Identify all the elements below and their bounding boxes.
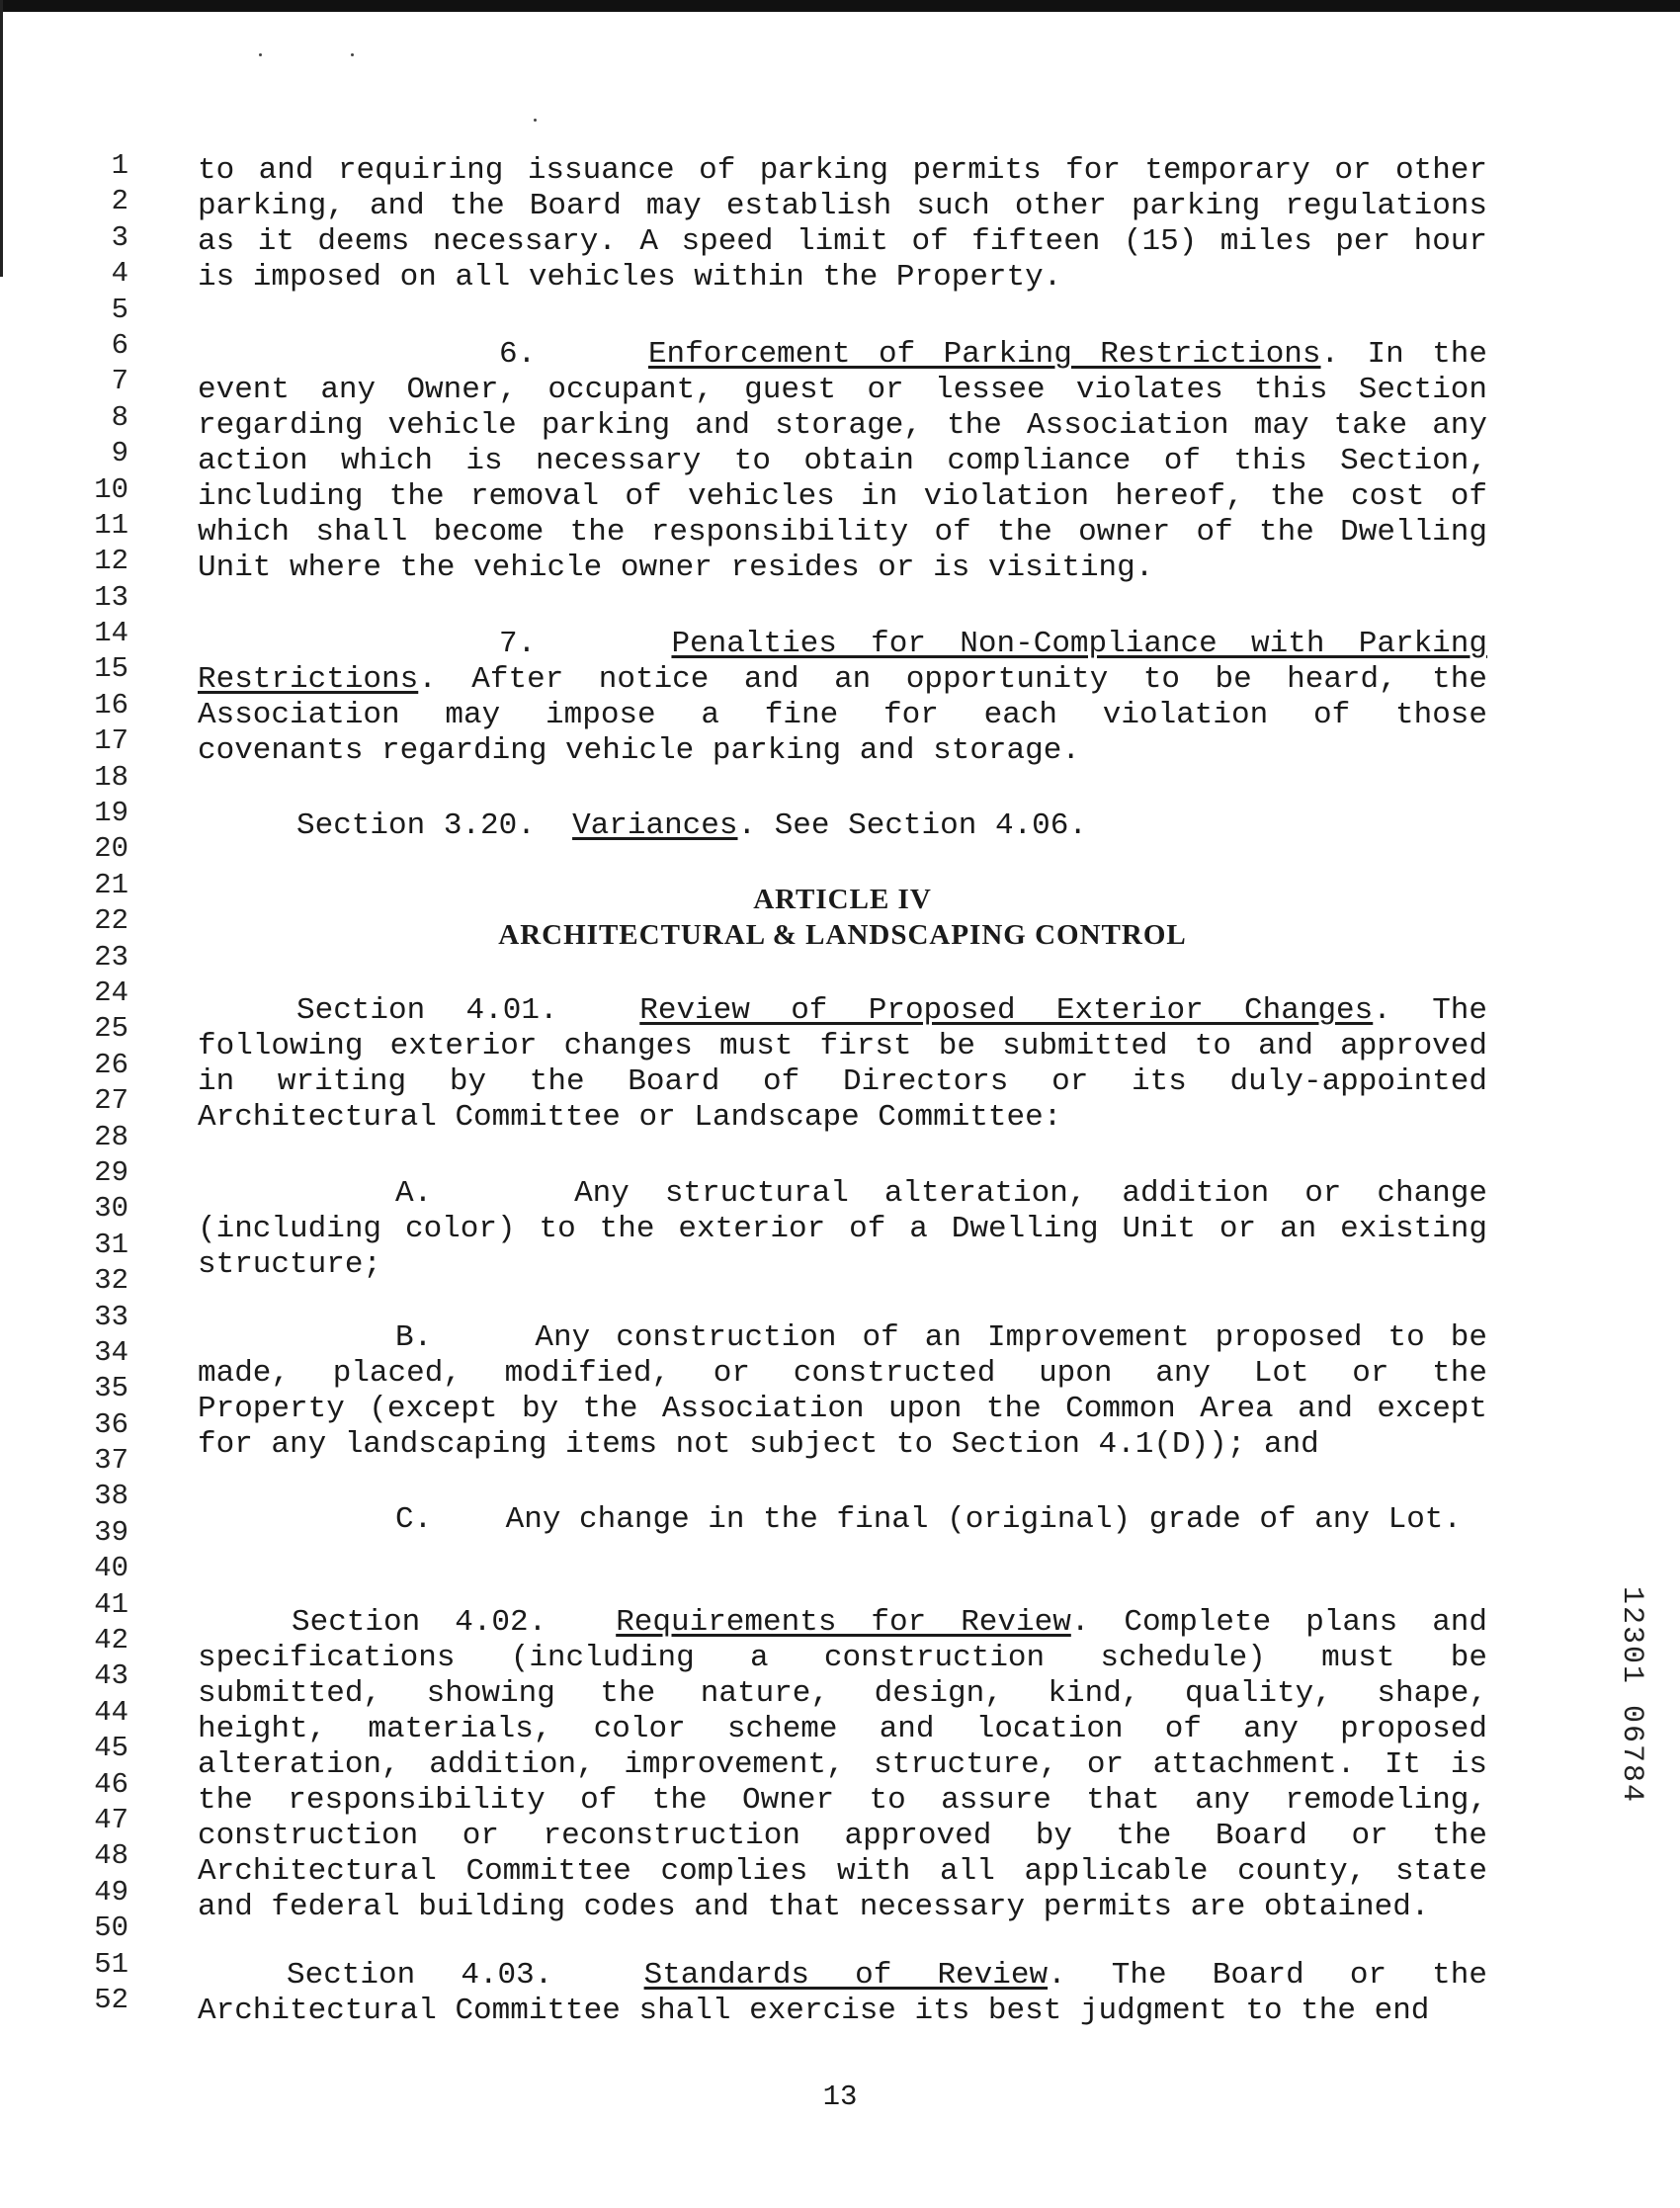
item-text: Any structural alteration, addition or change <box>574 1176 1487 1211</box>
paragraph-line: and federal building codes and that necessary permits are obtained. <box>198 1890 1430 1924</box>
line-number: 6 <box>111 328 128 362</box>
line-number: 33 <box>94 1300 128 1333</box>
scan-speck <box>534 119 537 122</box>
item-text: Any construction of an Improvement proposed to be <box>535 1320 1487 1355</box>
section-title: Review of Proposed Exterior Changes <box>639 993 1374 1028</box>
item-number: 7. <box>499 627 537 661</box>
item-letter: A. <box>395 1176 433 1211</box>
item-number: 6. <box>499 337 537 372</box>
section-rest: . See Section 4.06. <box>737 808 1087 843</box>
item-6-heading <box>198 337 1487 373</box>
line-number: 44 <box>94 1695 128 1729</box>
line-number: 13 <box>94 580 128 614</box>
line-number: 27 <box>94 1084 128 1118</box>
section-4-02-heading <box>198 1605 1487 1641</box>
paragraph-line: Architectural Committee shall exercise its best judgment to the end <box>198 1994 1430 2028</box>
line-number: 41 <box>94 1587 128 1621</box>
line-number: 18 <box>94 760 128 794</box>
item-text: Any change in the final (original) grade of any Lot. <box>505 1502 1462 1537</box>
paragraph-line: Property (except by the Association upon the Common Area and except <box>198 1392 1487 1426</box>
section-rest: . The <box>1373 993 1488 1028</box>
paragraph-line: submitted, showing the nature, design, kind, quality, shape, <box>198 1676 1487 1711</box>
article-subtitle: ARCHITECTURAL & LANDSCAPING CONTROL <box>498 919 1187 951</box>
line-number: 46 <box>94 1767 128 1801</box>
section-rest: . The Board or the <box>1048 1958 1487 1993</box>
line-number: 28 <box>94 1120 128 1153</box>
paragraph-line: structure; <box>198 1247 382 1282</box>
section-title: Requirements for Review <box>616 1605 1071 1640</box>
scan-speck <box>351 53 354 56</box>
line-number: 12 <box>94 545 128 578</box>
item-a-first <box>198 1176 1487 1212</box>
paragraph-line: regarding vehicle parking and storage, the Association may take any <box>198 408 1487 443</box>
line-number: 49 <box>94 1875 128 1909</box>
line-number: 37 <box>94 1444 128 1478</box>
page-number: 13 <box>822 2081 858 2113</box>
paragraph-line: specifications (including a construction schedule) must be <box>198 1641 1487 1675</box>
paragraph-line: in writing by the Board of Directors or its duly-appointed <box>198 1064 1487 1099</box>
paragraph-line: the responsibility of the Owner to assure that any remodeling, <box>198 1783 1487 1818</box>
line-number: 48 <box>94 1839 128 1873</box>
item-b-first <box>198 1320 1487 1356</box>
section-title: Variances <box>572 808 738 843</box>
line-number: 15 <box>94 652 128 686</box>
line-number: 47 <box>94 1803 128 1836</box>
line-number: 34 <box>94 1335 128 1369</box>
line-number: 43 <box>94 1659 128 1693</box>
line-number: 24 <box>94 976 128 1009</box>
line-number: 25 <box>94 1012 128 1046</box>
line-number: 17 <box>94 724 128 758</box>
line-number: 9 <box>111 437 128 470</box>
paragraph-line: Association may impose a fine for each violation of those <box>198 698 1487 732</box>
line-number: 1 <box>111 149 128 182</box>
line-number: 16 <box>94 688 128 722</box>
paragraph-line: following exterior changes must first be submitted to and approved <box>198 1029 1487 1063</box>
line-number: 5 <box>111 293 128 326</box>
paragraph-line: Unit where the vehicle owner resides or is visiting. <box>198 551 1154 585</box>
item-c <box>198 1502 1487 1538</box>
line-number: 42 <box>94 1624 128 1657</box>
item-letter: B. <box>395 1320 433 1355</box>
section-label: Section 4.03. <box>287 1958 553 1993</box>
line-number: 38 <box>94 1480 128 1513</box>
paragraph-line: made, placed, modified, or constructed upon any Lot or the <box>198 1356 1487 1391</box>
line-number: 35 <box>94 1372 128 1405</box>
line-number: 40 <box>94 1552 128 1585</box>
item-title-rest: . After notice and an opportunity to be heard, the <box>418 662 1487 697</box>
paragraph-line: as it deems necessary. A speed limit of fifteen (15) miles per hour <box>198 224 1487 259</box>
line-number: 10 <box>94 472 128 506</box>
line-number: 14 <box>94 617 128 650</box>
item-title-cont: Restrictions <box>198 662 419 697</box>
paragraph-line: Architectural Committee complies with all applicable county, state <box>198 1854 1487 1889</box>
section-label: Section 3.20. <box>296 808 536 843</box>
item-title-rest: . In the <box>1320 337 1488 372</box>
section-label: Section 4.02. <box>292 1605 547 1640</box>
line-number: 8 <box>111 400 128 434</box>
item-title: Enforcement of Parking Restrictions <box>647 337 1321 372</box>
line-number: 51 <box>94 1947 128 1981</box>
side-stamp: 12301 06784 <box>1615 1586 1648 1805</box>
section-label: Section 4.01. <box>296 993 558 1028</box>
line-number: 20 <box>94 832 128 866</box>
line-number: 7 <box>111 365 128 398</box>
line-number: 22 <box>94 904 128 938</box>
line-number: 2 <box>111 185 128 218</box>
item-7-line-2 <box>198 662 1487 698</box>
paragraph-line: including the removal of vehicles in violation hereof, the cost of <box>198 479 1487 514</box>
line-number: 11 <box>94 508 128 542</box>
paragraph-line: is imposed on all vehicles within the Property. <box>198 260 1062 295</box>
line-number: 32 <box>94 1264 128 1298</box>
item-title: Penalties for Non-Compliance with Parking <box>671 627 1487 661</box>
paragraph-line: which shall become the responsibility of the owner of the Dwelling <box>198 515 1487 550</box>
line-number: 30 <box>94 1192 128 1226</box>
line-number: 29 <box>94 1155 128 1189</box>
line-number: 45 <box>94 1732 128 1765</box>
paragraph-line: height, materials, color scheme and location of any proposed <box>198 1712 1487 1746</box>
paragraph-line: covenants regarding vehicle parking and storage. <box>198 733 1080 768</box>
line-number: 21 <box>94 868 128 901</box>
line-number: 19 <box>94 797 128 830</box>
paragraph-line: Architectural Committee or Landscape Committee: <box>198 1100 1062 1135</box>
paragraph-line: construction or reconstruction approved by the Board or the <box>198 1819 1487 1853</box>
line-number: 23 <box>94 940 128 974</box>
line-number: 3 <box>111 220 128 254</box>
line-number-column <box>59 148 128 2018</box>
line-number: 50 <box>94 1911 128 1945</box>
line-number: 31 <box>94 1228 128 1261</box>
section-4-01-heading <box>198 993 1487 1029</box>
paragraph-line: (including color) to the exterior of a Dwelling Unit or an existing <box>198 1212 1487 1246</box>
paragraph-line: event any Owner, occupant, guest or lessee violates this Section <box>198 373 1487 407</box>
article-title: ARTICLE IV <box>753 884 932 915</box>
item-7-heading <box>198 627 1487 662</box>
scan-speck <box>259 53 262 56</box>
line-number: 39 <box>94 1515 128 1549</box>
line-number: 36 <box>94 1407 128 1441</box>
paragraph-line: alteration, addition, improvement, structure, or attachment. It is <box>198 1747 1487 1782</box>
line-number: 52 <box>94 1983 128 2016</box>
section-4-03-heading <box>198 1958 1487 1994</box>
section-rest: . Complete plans and <box>1070 1605 1487 1640</box>
section-title: Standards of Review <box>643 1958 1049 1993</box>
line-number: 4 <box>111 257 128 291</box>
section-3-20 <box>198 808 1487 844</box>
item-letter: C. <box>395 1502 433 1537</box>
paragraph-line: to and requiring issuance of parking permits for temporary or other <box>198 153 1487 188</box>
scan-top-border <box>0 0 1680 12</box>
line-number: 26 <box>94 1048 128 1081</box>
paragraph-line: parking, and the Board may establish such other parking regulations <box>198 189 1487 223</box>
paragraph-line: action which is necessary to obtain compliance of this Section, <box>198 444 1487 478</box>
paragraph-line: for any landscaping items not subject to Section 4.1(D)); and <box>198 1427 1319 1462</box>
scan-left-edge <box>0 0 3 277</box>
